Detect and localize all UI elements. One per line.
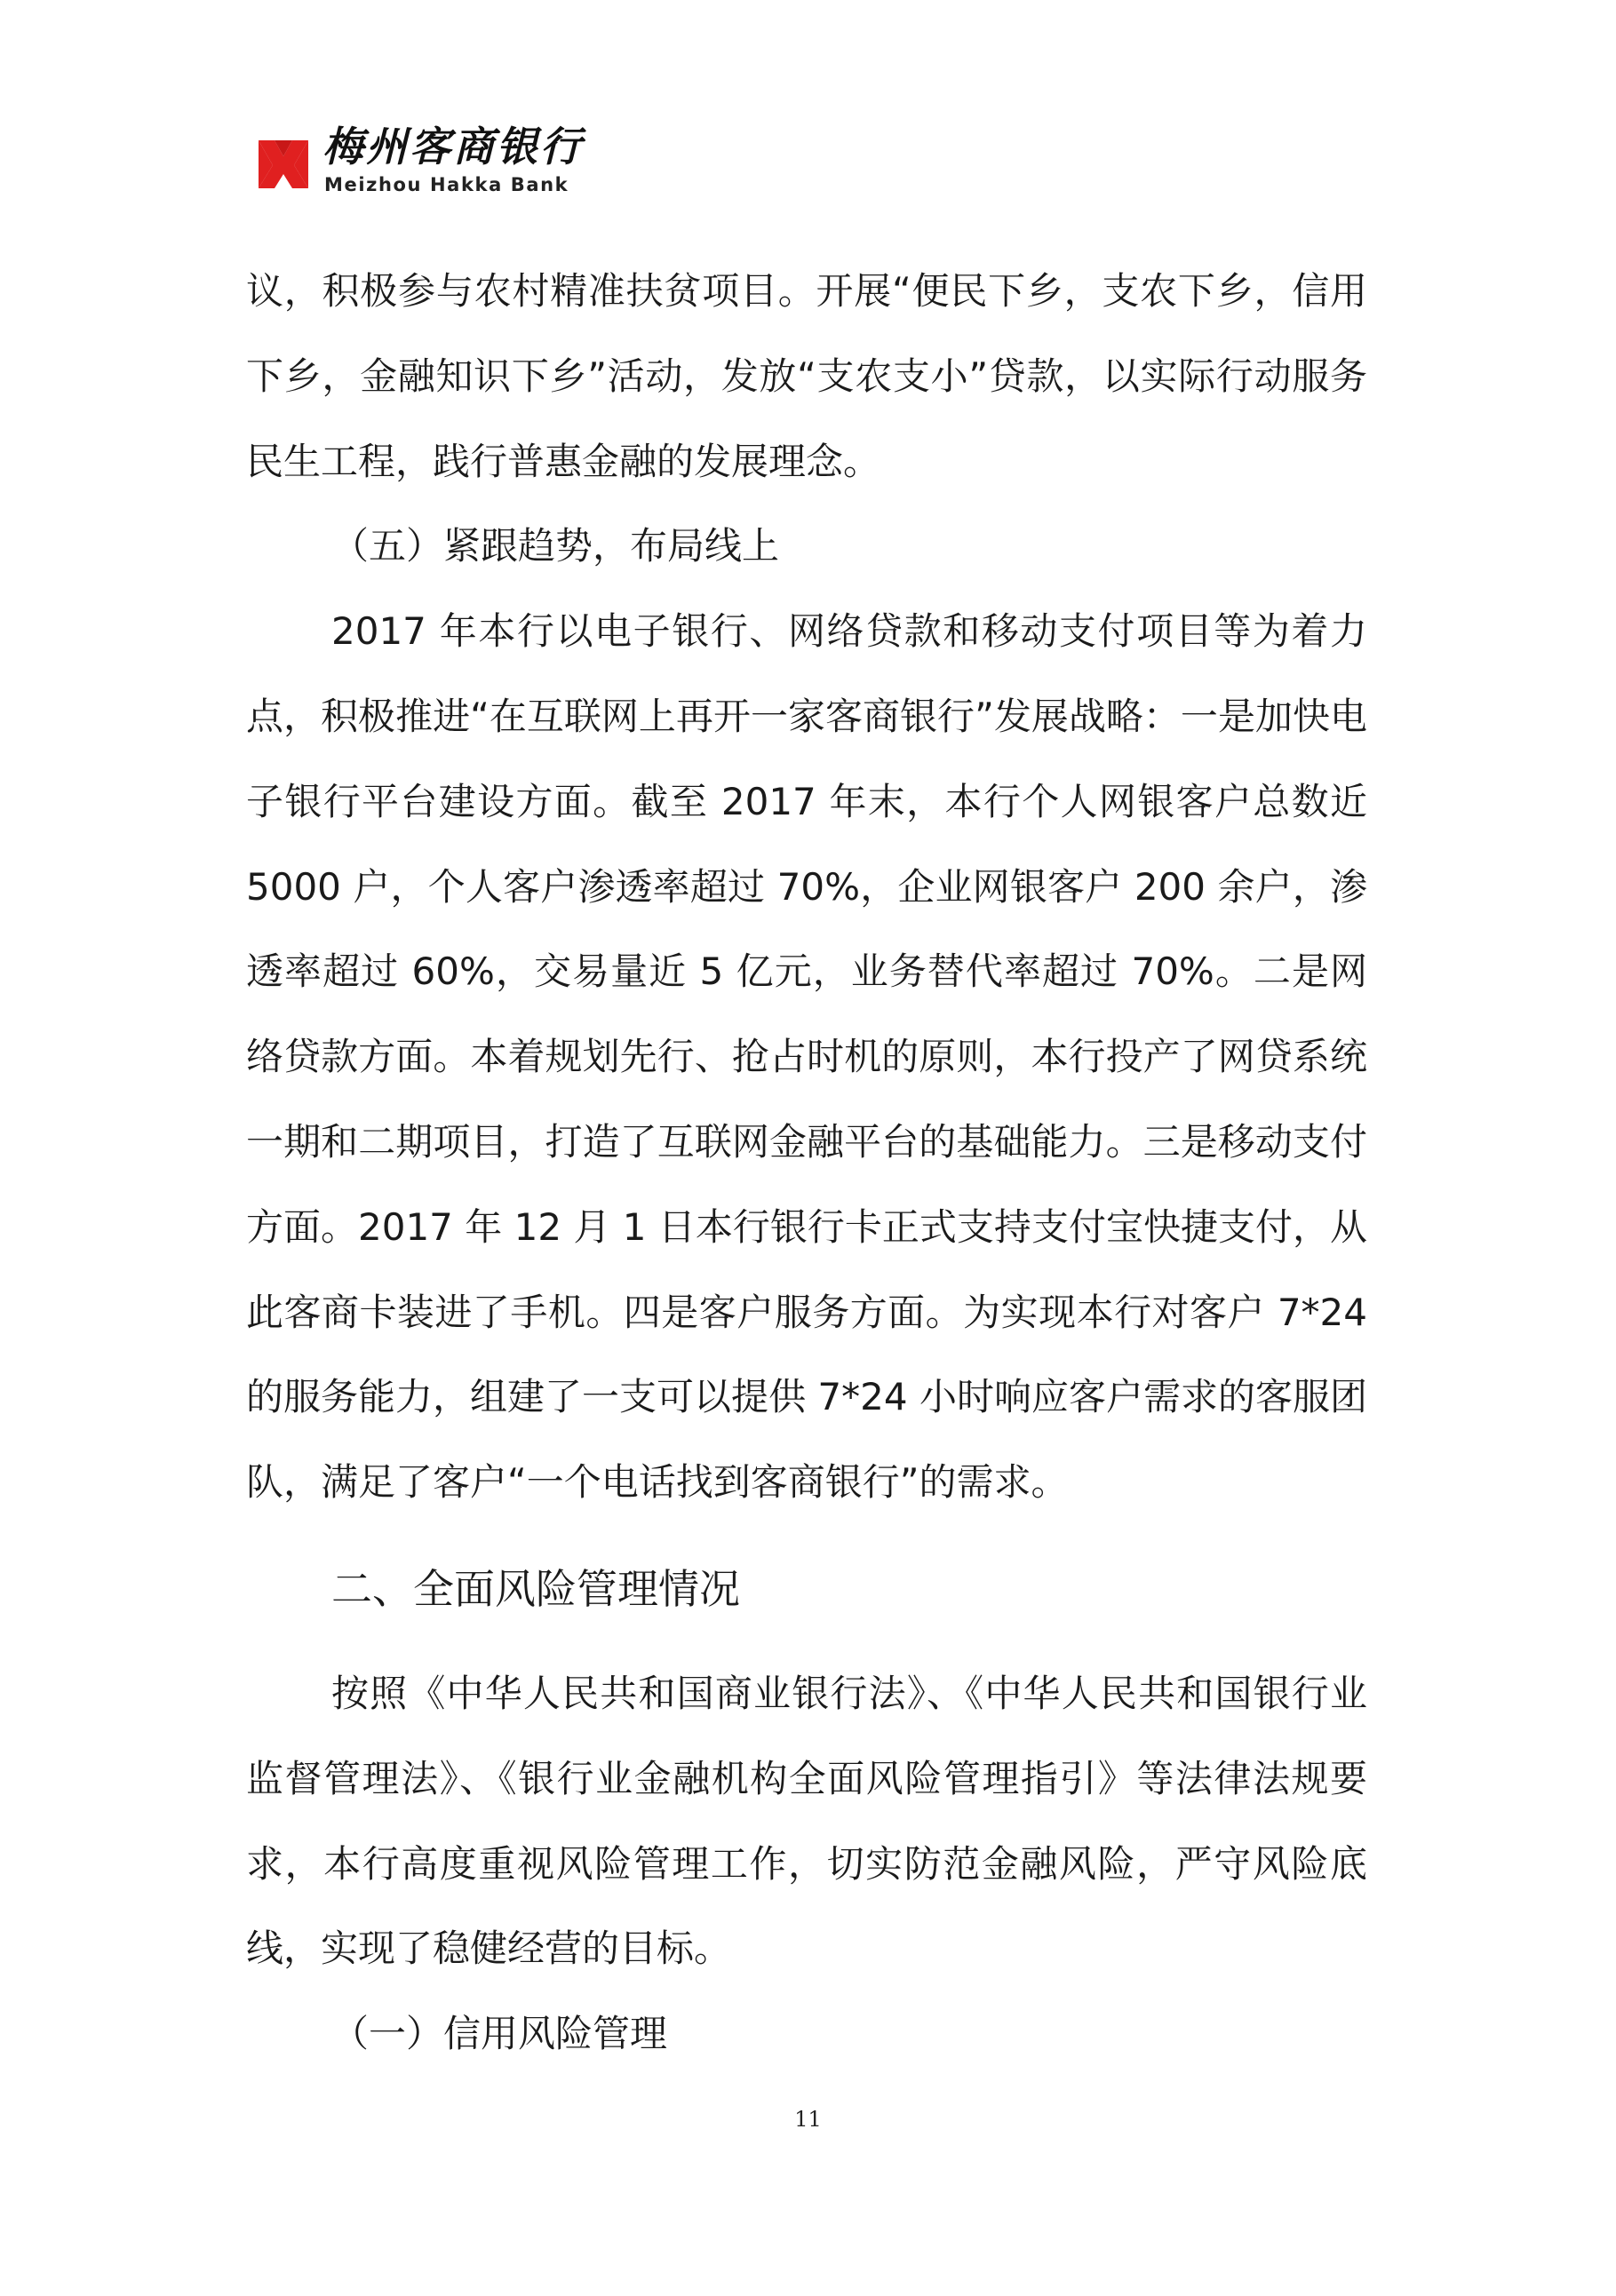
document-body: [246, 249, 1367, 2077]
page-header: [255, 123, 610, 211]
paragraph-continued: 议，积极参与农村精准扶贫项目。开展“便民下乡，支农下乡，信用下乡，金融知识下乡”活动，发放“支农支小”贷款，以实际行动服务民生工程，践行普惠金融的发展理念。: [246, 269, 1367, 483]
paragraph-online-strategy: 2017 年本行以电子银行、网络贷款和移动支付项目等为着力点，积极推进“在互联网上再开一家客商银行”发展战略：一是加快电子银行平台建设方面。截至 2017 年末，本行个人网银客户总数近 5000 户，个人客户渗透率超过 70%，企业网银客户 200 余户，渗透率超过 60%，交易量近 5 亿元，业务替代率超过 70%。二是网络贷款方面。本着规划先行、抢占时机的原则，本行投产了网贷系统一期和二期项目，打造了互联网金融平台的基础能力。三是移动支付方面。2017 年 12 月 1 日本行银行卡正式支持支付宝快捷支付，从此客商卡装进了手机。四是客户服务方面。为实现本行对客户 7*24 的服务能力，组建了一支可以提供 7*24 小时响应客户需求的客服团队，满足了客户“一个电话找到客商银行”的需求。: [246, 609, 1367, 1505]
bank-logo-icon: [255, 135, 312, 194]
subheading-five: （五）紧跟趋势，布局线上: [331, 524, 780, 568]
subheading-credit-risk: （一）信用风险管理: [331, 2012, 668, 2056]
paragraph-risk-management: 按照《中华人民共和国商业银行法》、《中华人民共和国银行业监督管理法》、《银行业金融机构全面风险管理指引》等法律法规要求，本行高度重视风险管理工作，切实防范金融风险，严守风险底线，实现了稳健经营的目标。: [246, 1671, 1367, 1971]
page-number: 11: [794, 2107, 822, 2132]
section-heading-risk-management: 二、全面风险管理情况: [331, 1564, 740, 1613]
bank-name-chinese: 梅州客商银行: [322, 123, 584, 171]
bank-name-english: Meizhou Hakka Bank: [324, 174, 569, 195]
